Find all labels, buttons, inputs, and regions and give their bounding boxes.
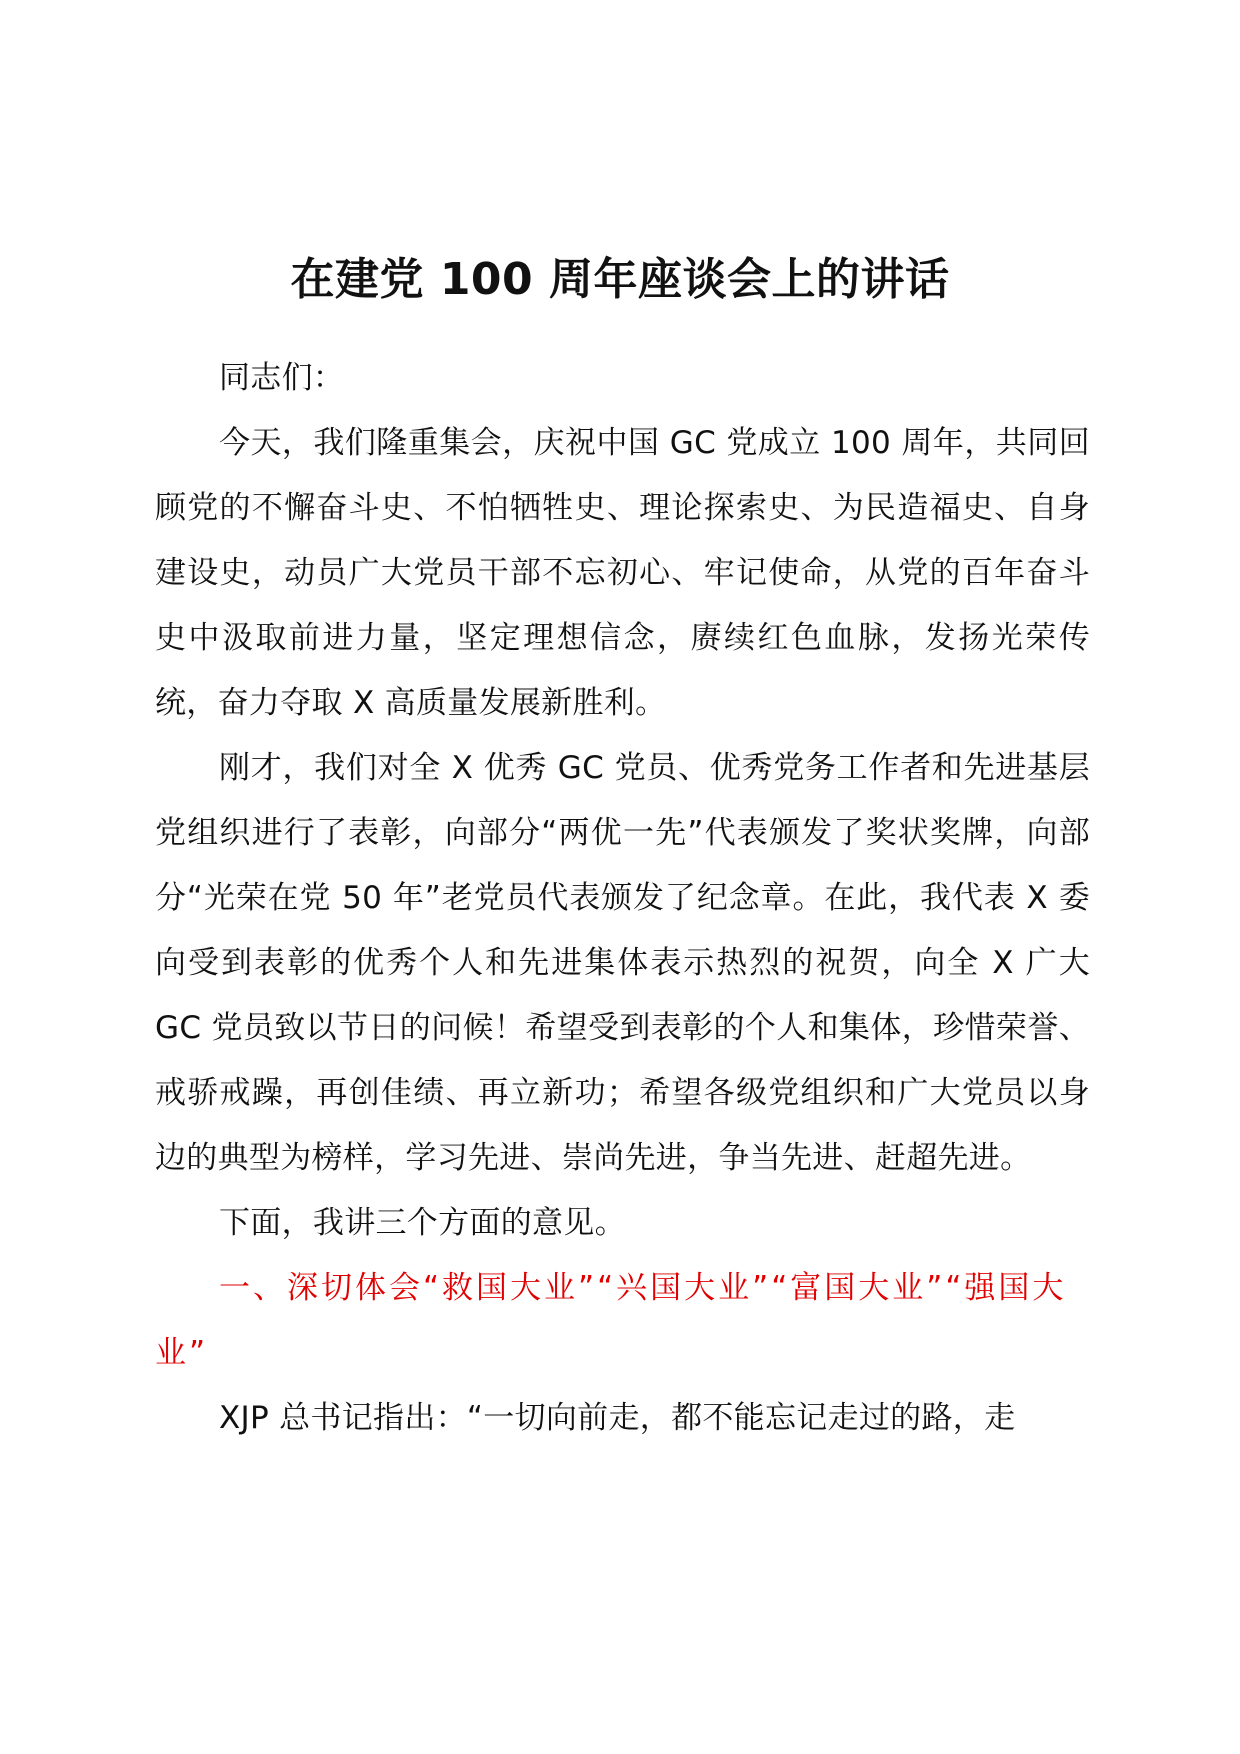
document-body [155,346,1090,1451]
paragraph-opening: 今天，我们隆重集会，庆祝中国 GC 党成立 100 周年，共同回顾党的不懈奋斗史、不怕牺牲史、理论探索史、为民造福史、自身建设史，动员广大党员干部不忘初心、牢记使命，从党的百年奋斗史中汲取前进力量，坚定理想信念，赓续红色血脉，发扬光荣传统，奋力夺取 X 高质量发展新胜利。 [155,425,1090,721]
paragraph-quote: XJP 总书记指出：“一切向前走，都不能忘记走过的路，走 [219,1400,1016,1436]
salutation: 同志们： [219,360,345,396]
paragraph-outline: 下面，我讲三个方面的意见。 [219,1205,626,1241]
paragraph-commendation: 刚才，我们对全 X 优秀 GC 党员、优秀党务工作者和先进基层党组织进行了表彰，向部分“两优一先”代表颁发了奖状奖牌，向部分“光荣在党 50 年”老党员代表颁发了纪念章。在此，我代表 X 委向受到表彰的优秀个人和先进集体表示热烈的祝贺，向全 X 广大 GC 党员致以节日的问候！希望受到表彰的个人和集体，珍惜荣誉、戒骄戒躁，再创佳绩、再立新功；希望各级党组织和广大党员以身边的典型为榜样，学习先进、崇尚先进，争当先进、赶超先进。 [155,750,1090,1176]
document-title: 在建党 100 周年座谈会上的讲话 [290,254,950,305]
section-heading-1: 一、深切体会“救国大业”“兴国大业”“富国大业”“强国大业” [155,1270,1067,1371]
